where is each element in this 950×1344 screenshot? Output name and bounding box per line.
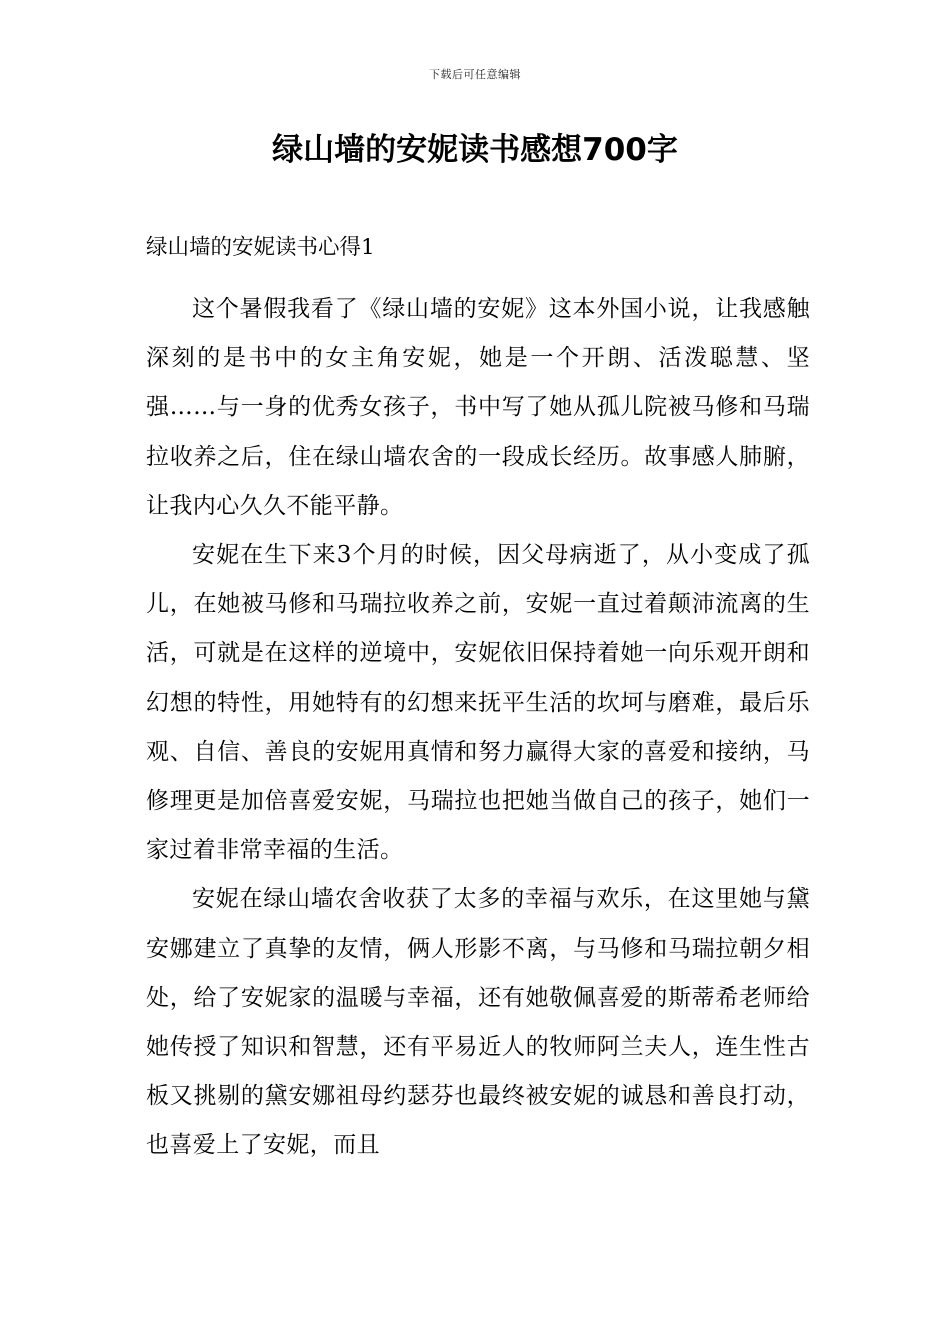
section-subtitle: 绿山墙的安妮读书心得1: [146, 235, 375, 260]
header-note: 下载后可任意编辑: [429, 68, 521, 81]
paragraph-2: 安妮在生下来3个月的时候，因父母病逝了，从小变成了孤儿，在她被马修和马瑞拉收养之前，安妮一直过着颠沛流离的生活，可就是在这样的逆境中，安妮依旧保持着她一向乐观开朗和幻想的特性，用她特有的幻想来抚平生活的坎坷与磨难，最后乐观、自信、善良的安妮用真情和努力赢得大家的喜爱和接纳，马修理更是加倍喜爱安妮，马瑞拉也把她当做自己的孩子，她们一家过着非常幸福的生活。: [146, 542, 810, 864]
page-title: 绿山墙的安妮读书感想700字: [272, 132, 678, 168]
paragraph-1: 这个暑假我看了《绿山墙的安妮》这本外国小说，让我感触深刻的是书中的女主角安妮，她是一个开朗、活泼聪慧、坚强……与一身的优秀女孩子，书中写了她从孤儿院被马修和马瑞拉收养之后，住在绿山墙农舍的一段成长经历。故事感人肺腑，让我内心久久不能平静。: [146, 296, 810, 519]
paragraph-3: 安妮在绿山墙农舍收获了太多的幸福与欢乐，在这里她与黛安娜建立了真挚的友情，俩人形影不离，与马修和马瑞拉朝夕相处，给了安妮家的温暖与幸福，还有她敬佩喜爱的斯蒂希老师给她传授了知识和智慧，还有平易近人的牧师阿兰夫人，连生性古板又挑剔的黛安娜祖母约瑟芬也最终被安妮的诚恳和善良打动，也喜爱上了安妮，而且: [146, 886, 810, 1159]
document-body: [146, 228, 810, 1171]
